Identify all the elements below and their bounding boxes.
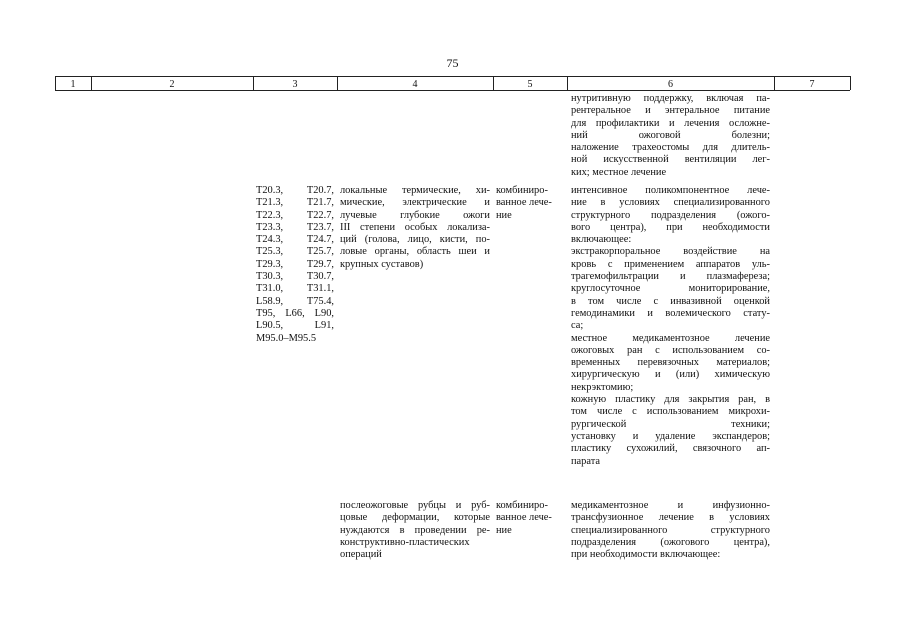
text-line: некрэктомию; [571, 381, 634, 393]
text-line: интенсивное поликомпонентное лече- [571, 185, 770, 196]
treatment-method [571, 500, 770, 561]
diagnosis-codes [256, 185, 334, 345]
text-line: вого центра), при необходимости [571, 221, 770, 233]
column-header: 6 [668, 79, 673, 90]
text-line: T23.3, T23.7, [256, 221, 334, 233]
text-line: ние в условиях специализированного [571, 197, 770, 209]
text-line: кожную пластику для закрытия ран, в [571, 394, 770, 406]
text-line: L58.9, T75.4, [256, 295, 334, 307]
text-line: ванное лече- [496, 512, 552, 524]
text-line: подразделения (ожогового центра), [571, 536, 770, 548]
text-line: нуждаются в проведении ре- [340, 524, 490, 536]
text-line: специализированного структурного [571, 524, 770, 536]
text-line: хирургическую и (или) химическую [571, 369, 770, 381]
text-line: ожоговых ран с использованием со- [571, 344, 770, 356]
text-line: крупных суставов) [340, 258, 424, 270]
text-line: цовые деформации, которые [340, 512, 490, 524]
text-line: ций (голова, лицо, кисти, по- [340, 234, 490, 246]
text-line: рургической техники; [571, 418, 770, 430]
text-line: мические, электрические и [340, 197, 490, 209]
text-line: пластику сухожилий, связочного ап- [571, 443, 770, 455]
treatment-method [571, 185, 770, 468]
text-line: локальные термические, хи- [340, 185, 490, 196]
text-line: ние [496, 209, 512, 221]
text-line: круглосуточное мониторирование, [571, 283, 770, 295]
text-line: экстракорпоральное воздействие на [571, 246, 770, 258]
text-line: для профилактики и лечения осложне- [571, 117, 770, 129]
text-line: M95.0–M95.5 [256, 332, 317, 344]
text-line: местное медикаментозное лечение [571, 332, 770, 344]
header-top-rule [55, 76, 850, 77]
text-line: операций [340, 549, 382, 561]
text-line: установку и удаление экспандеров; [571, 430, 770, 442]
text-line: L90.5, L91, [256, 320, 334, 332]
patient-model [340, 185, 490, 271]
text-line: T20.3, T20.7, [256, 185, 334, 196]
text-line: при необходимости включающее: [571, 549, 721, 561]
treatment-type [496, 500, 566, 537]
text-line: конструктивно-пластических [340, 536, 470, 548]
column-header: 2 [169, 79, 175, 90]
column-header: 3 [292, 79, 298, 90]
text-line: послеожоговые рубцы и руб- [340, 500, 490, 511]
text-line: T24.3, T24.7, [256, 234, 334, 246]
text-line: нутритивную поддержку, включая па- [571, 93, 770, 104]
text-line: наложение трахеостомы для длитель- [571, 142, 770, 154]
column-header: 1 [70, 79, 76, 90]
text-line: кровь с применением аппаратов уль- [571, 258, 770, 270]
column-divider [850, 76, 851, 90]
text-line: T25.3, T25.7, [256, 246, 334, 258]
header-bottom-rule [55, 90, 850, 91]
column-header: 5 [527, 79, 533, 90]
text-line: структурного подразделения (ожого- [571, 209, 770, 221]
text-line: в том числе с инвазивной оценкой [571, 295, 770, 307]
text-line: временных перевязочных материалов; [571, 357, 770, 369]
text-line: T22.3, T22.7, [256, 209, 334, 221]
text-line: ких; местное лечение [571, 166, 667, 178]
text-line: парата [571, 455, 600, 467]
text-line: ловые органы, область шеи и [340, 246, 490, 258]
treatment-type [496, 185, 566, 222]
text-line: ванное лече- [496, 197, 552, 209]
text-line: гемодинамики и волемического стату- [571, 307, 770, 319]
column-header: 4 [412, 79, 418, 90]
text-line: T21.3, T21.7, [256, 197, 334, 209]
treatment-text-continued [571, 93, 770, 179]
text-line: T31.0, T31.1, [256, 283, 334, 295]
text-line: комбиниро- [496, 185, 548, 196]
text-line: ной искусственной вентиляции лег- [571, 154, 770, 166]
text-line: T30.3, T30.7, [256, 271, 334, 283]
text-line: T29.3, T29.7, [256, 258, 334, 270]
text-line: трагемофильтрации и плазмафереза; [571, 271, 770, 283]
text-line: ний ожоговой болезни; [571, 129, 770, 141]
text-line: медикаментозное и инфузионно- [571, 500, 770, 511]
text-line: комбиниро- [496, 500, 548, 511]
text-line: включающее: [571, 234, 632, 246]
text-line: рентеральное и энтеральное питание [571, 105, 770, 117]
text-line: трансфузионное лечение в условиях [571, 512, 770, 524]
column-header: 7 [809, 79, 815, 90]
text-line: лучевые глубокие ожоги [340, 209, 490, 221]
text-line: том числе с использованием микрохи- [571, 406, 770, 418]
text-line: T95, L66, L90, [256, 307, 334, 319]
text-line: III степени особых локализа- [340, 221, 490, 233]
patient-model [340, 500, 490, 561]
page-number: 75 [446, 56, 459, 70]
text-line: са; [571, 320, 584, 332]
text-line: ние [496, 524, 512, 536]
